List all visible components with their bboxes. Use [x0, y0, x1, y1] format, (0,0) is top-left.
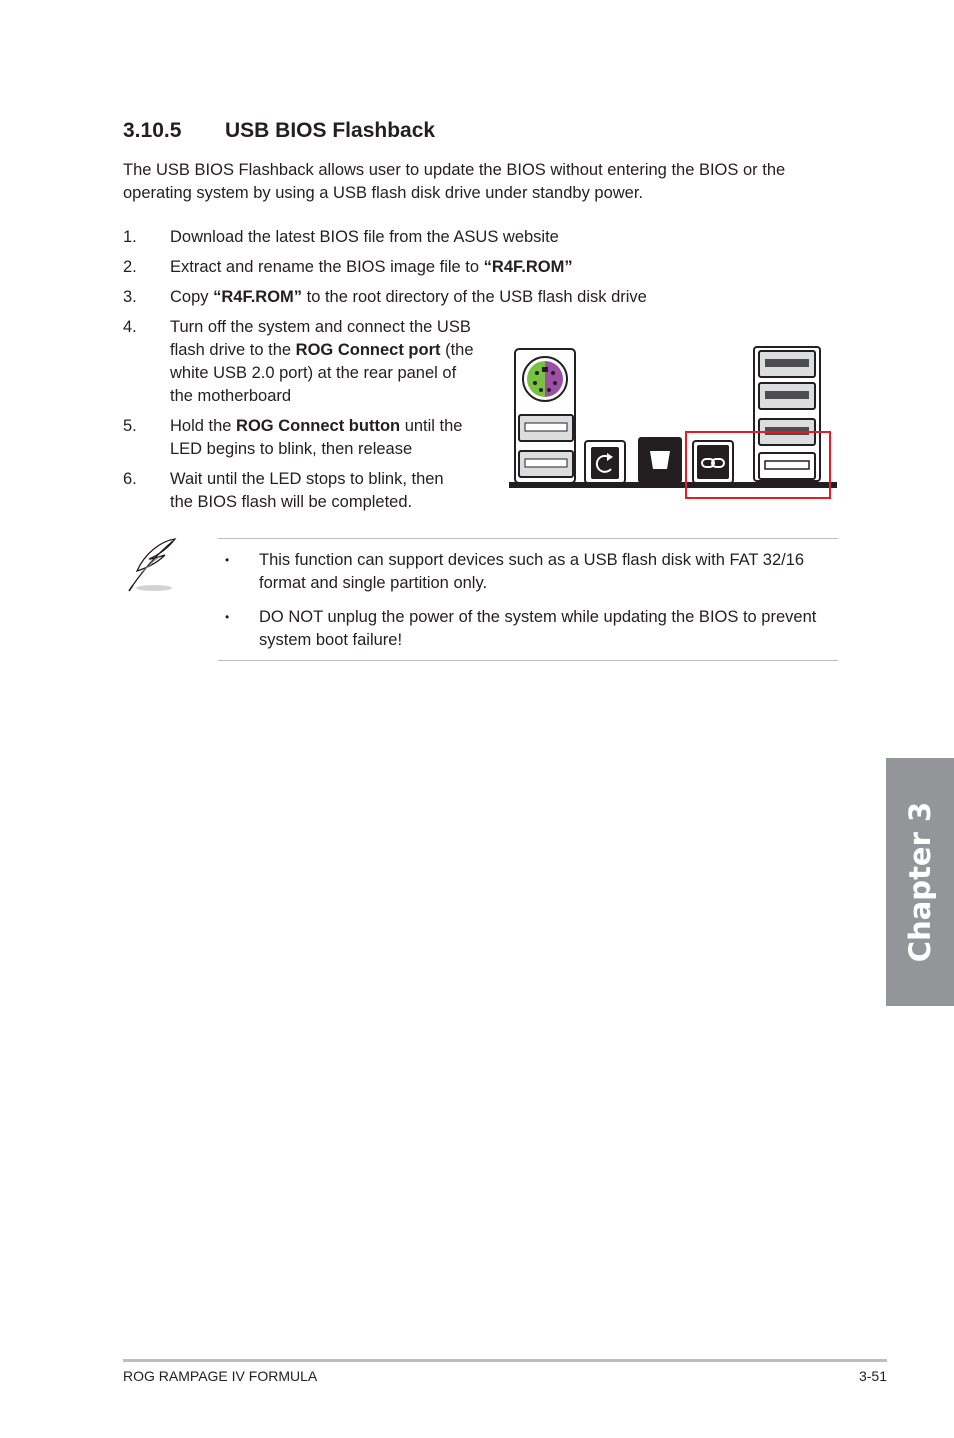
step-number: 4.: [123, 318, 137, 336]
step-text: Hold the ROG Connect button until the LED begins to blink, then release: [170, 417, 463, 458]
step-number: 5.: [123, 417, 137, 435]
step-text: Copy “R4F.ROM” to the root directory of the USB flash disk drive: [170, 288, 647, 306]
step-number: 3.: [123, 288, 137, 306]
note-text: DO NOT unplug the power of the system while updating the BIOS to prevent system boot failure!: [259, 608, 817, 649]
step-text: Turn off the system and connect the USB flash drive to the ROG Connect port (the white USB 2.0 port) at the rear panel of the motherboard: [170, 318, 474, 405]
usb-port-stack-right: [754, 347, 820, 481]
step-text: Wait until the LED stops to blink, then the BIOS flash will be completed.: [170, 470, 444, 511]
step-text: Extract and rename the BIOS image file to “R4F.ROM”: [170, 258, 573, 276]
bullet-dot: •: [225, 553, 230, 567]
section-number: 3.10.5: [123, 119, 182, 142]
section-title: USB BIOS Flashback: [225, 119, 436, 142]
footer-product-name: ROG RAMPAGE IV FORMULA: [123, 1368, 318, 1384]
optical-spdif-port: [638, 437, 682, 483]
intro-paragraph: The USB BIOS Flashback allows user to update the BIOS without entering the BIOS or the operating system by using a USB flash disk drive under standby power.: [123, 161, 786, 202]
bullet-dot: •: [225, 610, 230, 624]
step-number: 6.: [123, 470, 137, 488]
step-number: 2.: [123, 258, 137, 276]
chapter-tab-label: Chapter 3: [903, 801, 937, 963]
footer-page-number: 3-51: [858, 1368, 887, 1384]
chapter-tab: [886, 758, 954, 1006]
rog-connect-button: [693, 441, 733, 483]
note-text: This function can support devices such as a USB flash disk with FAT 32/16 format and single partition only.: [259, 551, 805, 592]
note-box: [218, 538, 838, 661]
clear-cmos-button: [585, 441, 625, 483]
footer-rule: [123, 1359, 887, 1362]
note-quill-icon: [121, 535, 179, 595]
section-heading: [123, 119, 435, 143]
step-text: Download the latest BIOS file from the ASUS website: [170, 228, 559, 246]
step-number: 1.: [123, 228, 137, 246]
rear-panel-illustration: [507, 343, 841, 503]
